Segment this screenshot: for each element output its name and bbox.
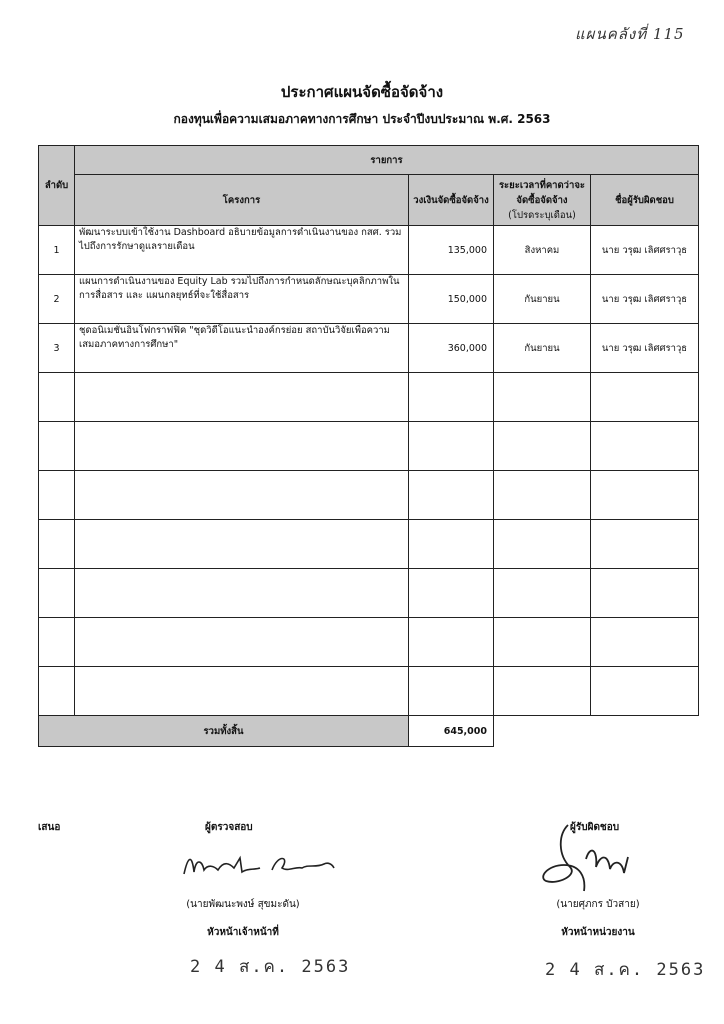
table-row: [39, 324, 699, 373]
document-subtitle: กองทุนเพื่อความเสมอภาคทางการศึกษา ประจำปีงบประมาณ พ.ศ. 2563: [173, 112, 551, 126]
table-row: [39, 275, 699, 324]
header-project: โครงการ: [75, 175, 409, 226]
header-responsible: ชื่อผู้รับผิดชอบ: [591, 175, 699, 226]
row-responsible: นาย วรุฒ เลิศศราวุธ: [591, 226, 699, 275]
responsible-position: หัวหน้าหน่วยงาน: [561, 927, 635, 938]
empty-table-row: [39, 422, 699, 471]
responsible-signature: [528, 815, 638, 900]
row-period: กันยายน: [494, 275, 591, 324]
row-budget: 135,000: [409, 226, 494, 275]
header-items-group: รายการ: [75, 146, 699, 175]
reviewer-signature: [178, 846, 338, 886]
empty-table-row: [39, 667, 699, 716]
reviewer-label: ผู้ตรวจสอบ: [205, 822, 253, 833]
responsible-date-stamp: 2 4 ส.ค. 2563: [545, 960, 706, 980]
table-row: [39, 226, 699, 275]
empty-table-row: [39, 471, 699, 520]
reviewer-name: (นายพัฒนะพงษ์ สุขมะดัน): [186, 899, 300, 910]
handwritten-page-note: แผนคลังที่ 115: [575, 25, 685, 43]
row-project: แผนการดำเนินงานของ Equity Lab รวมไปถึงการกำหนดลักษณะบุคลิกภาพในการสื่อสาร และ แผนกลยุทธ์ที่จะใช้สื่อสาร: [75, 275, 409, 324]
total-row: [39, 716, 699, 747]
header-budget: วงเงินจัดซื้อจัดจ้าง: [409, 175, 494, 226]
empty-table-row: [39, 520, 699, 569]
row-project: พัฒนาระบบเข้าใช้งาน Dashboard อธิบายข้อมูลการดำเนินงานของ กสศ. รวมไปถึงการรักษาดูแลรายเดือน: [75, 226, 409, 275]
document-title: ประกาศแผนจัดซื้อจัดจ้าง: [280, 83, 444, 101]
responsible-label: ผู้รับผิดชอบ: [570, 822, 620, 833]
procurement-plan-table: [38, 145, 699, 747]
total-label: รวมทั้งสิ้น: [39, 716, 409, 747]
responsible-name: (นายศุภกร บัวสาย): [556, 899, 640, 910]
row-budget: 150,000: [409, 275, 494, 324]
row-responsible: นาย วรุฒ เลิศศราวุธ: [591, 324, 699, 373]
row-period: สิงหาคม: [494, 226, 591, 275]
empty-table-row: [39, 618, 699, 667]
row-budget: 360,000: [409, 324, 494, 373]
header-period: [494, 175, 591, 226]
reviewer-date-stamp: 2 4 ส.ค. 2563: [190, 957, 351, 977]
header-no: ลำดับ: [39, 146, 75, 226]
row-project: ชุดอนิเมชั่นอินโฟกราฟฟิค "ชุดวิดีโอแนะนำองค์กรย่อย สถาบันวิจัยเพื่อความเสมอภาคทางการศึกษา": [75, 324, 409, 373]
header-period-label: ระยะเวลาที่คาดว่าจะจัดซื้อจัดจ้าง: [498, 179, 586, 206]
row-no: 3: [39, 324, 75, 373]
header-period-note: (โปรดระบุเดือน): [508, 209, 576, 221]
row-responsible: นาย วรุฒ เลิศศราวุธ: [591, 275, 699, 324]
row-no: 1: [39, 226, 75, 275]
total-value: 645,000: [409, 716, 494, 747]
row-no: 2: [39, 275, 75, 324]
reviewer-position: หัวหน้าเจ้าหน้าที่: [207, 927, 279, 938]
empty-table-row: [39, 569, 699, 618]
propose-label: เสนอ: [38, 822, 61, 833]
empty-table-row: [39, 373, 699, 422]
row-period: กันยายน: [494, 324, 591, 373]
